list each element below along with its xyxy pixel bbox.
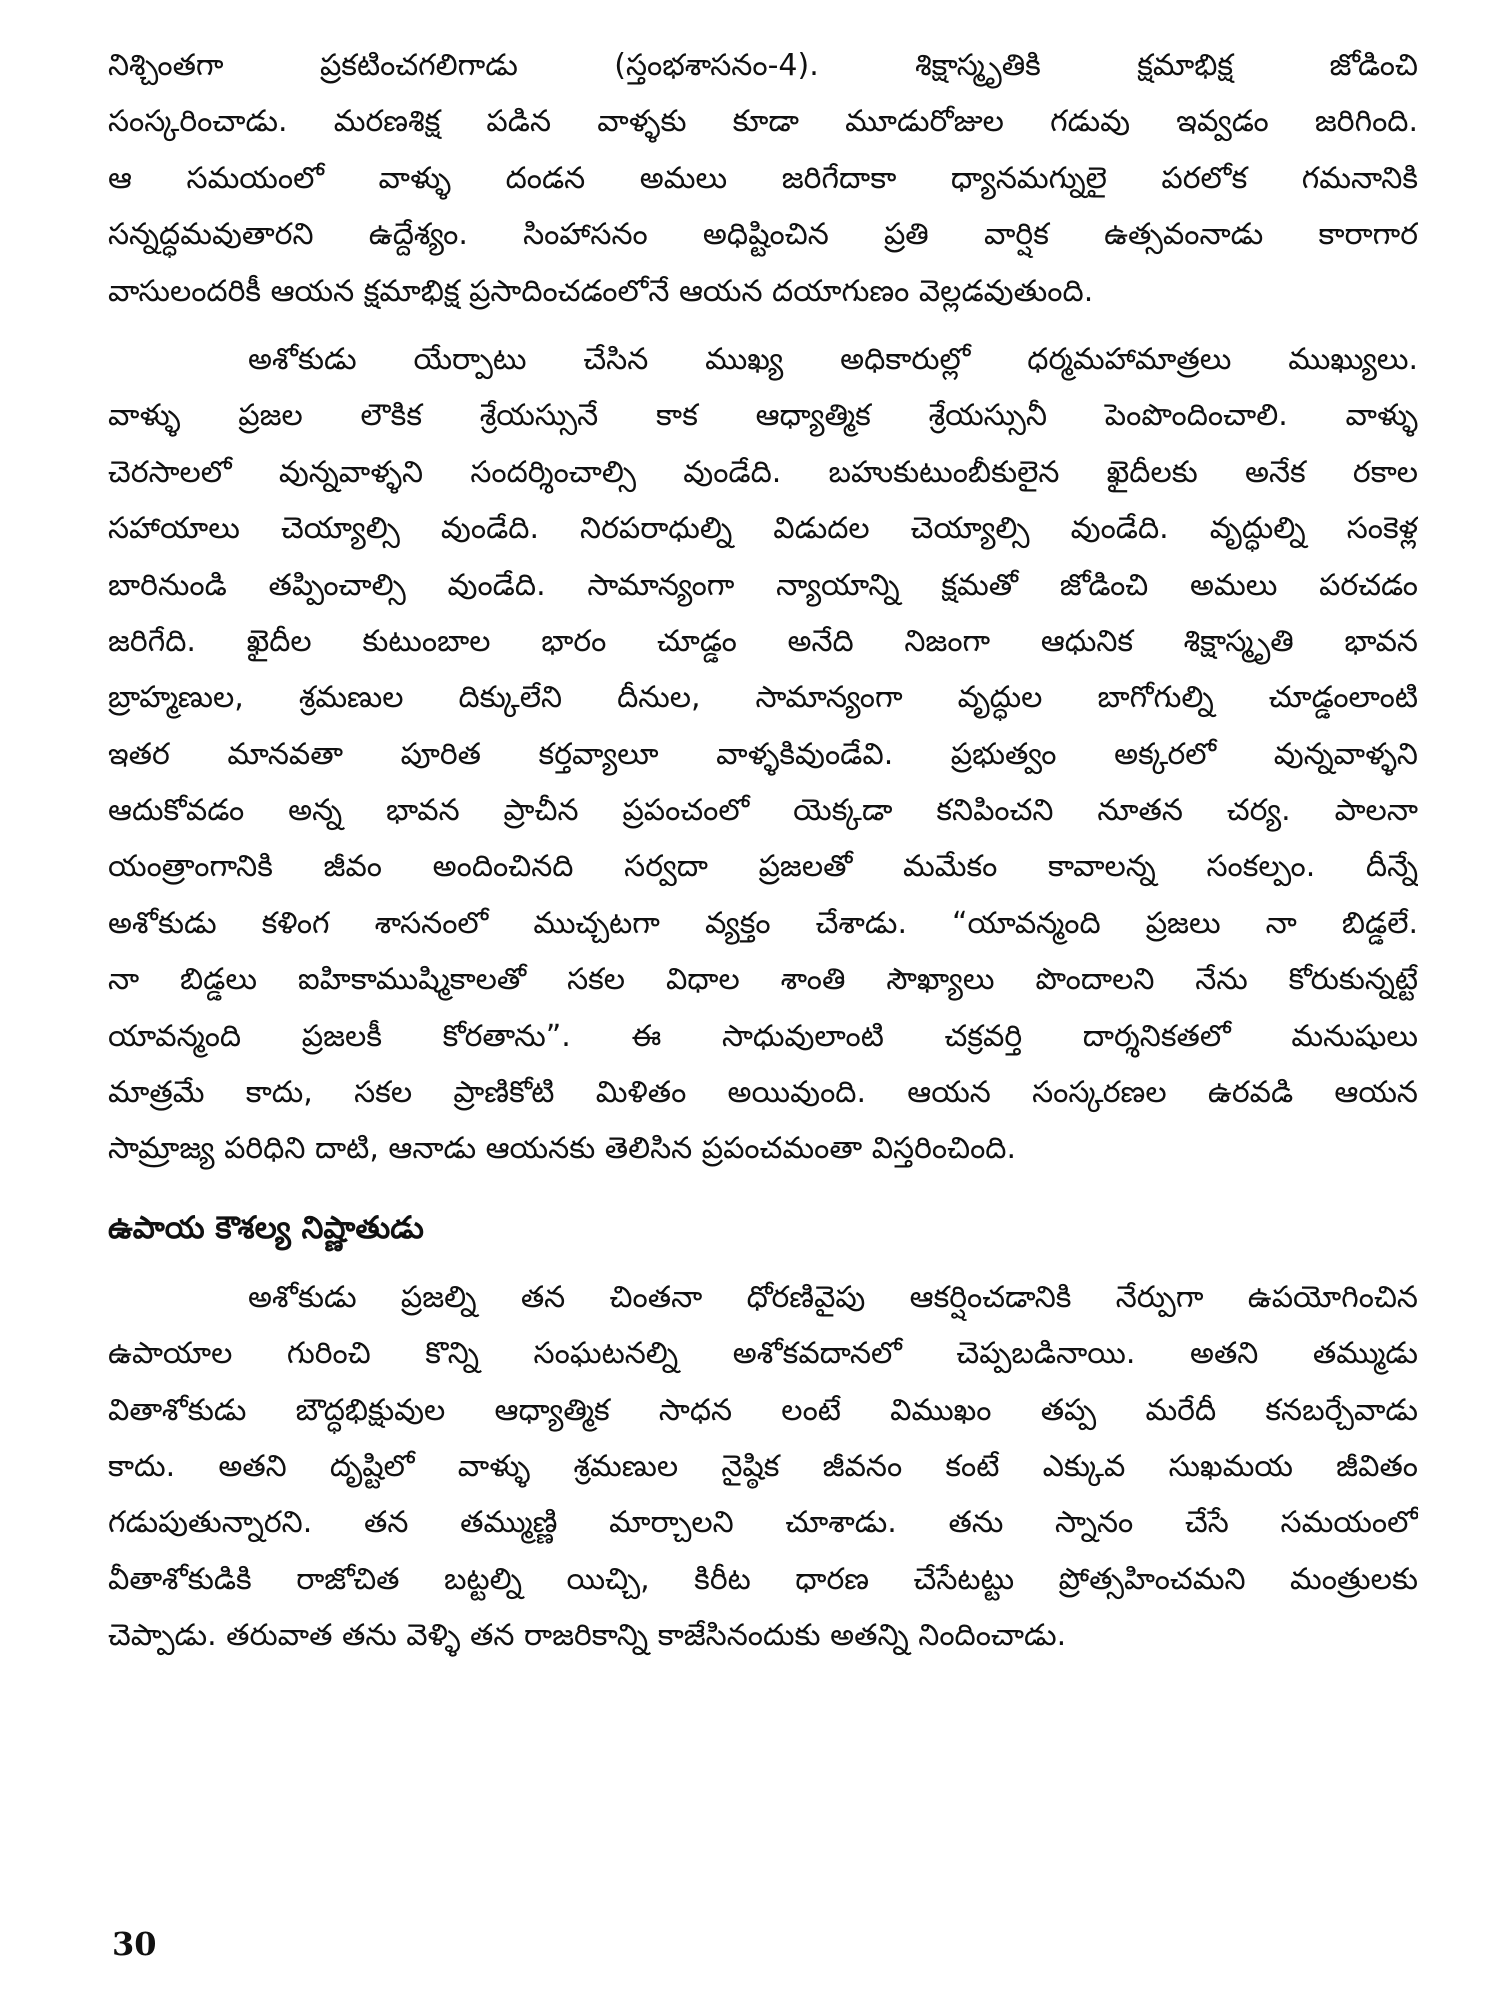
text-line: జరిగేది. ఖైదీల కుటుంబాల భారం చూడ్డం అనేది నిజంగా ఆధునిక శిక్షాస్మృతి భావన — [108, 623, 1418, 659]
text-line: గడుపుతున్నారని. తన తమ్ముణ్ణి మార్చాలని చూశాడు. తను స్నానం చేసే సమయంలో — [108, 1505, 1418, 1541]
text-line: వాసులందరికీ ఆయన క్షమాభిక్ష ప్రసాదించడంలోనే ఆయన దయాగుణం వెల్లడవుతుంది. — [108, 273, 1094, 309]
text-line: వితాశోకుడు బౌద్ధభిక్షువుల ఆధ్యాత్మిక సాధన లంటే విముఖం తప్ప మరేదీ కనబర్చేవాడు — [108, 1392, 1418, 1428]
text-line: వీతాశోకుడికి రాజోచిత బట్టల్ని యిచ్చి, కిరీట ధారణ చేసేటట్టు ప్రోత్సహించమని మంత్రులకు — [108, 1561, 1418, 1597]
text-line: కాదు. అతని దృష్టిలో వాళ్ళు శ్రమణుల నైష్ఠిక జీవనం కంటే ఎక్కువ సుఖమయ జీవితం — [108, 1448, 1418, 1484]
text-line: సామ్రాజ్య పరిధిని దాటి, ఆనాడు ఆయనకు తెలిసిన ప్రపంచమంతా విస్తరించింది. — [108, 1131, 1017, 1167]
text-line: అశోకుడు యేర్పాటు చేసిన ముఖ్య అధికారుల్లో ధర్మమహామాత్రలు ముఖ్యులు. — [248, 341, 1418, 377]
text-line: మాత్రమే కాదు, సకల ప్రాణికోటి మిళితం అయివుంది. ఆయన సంస్కరణల ఉరవడి ఆయన — [108, 1075, 1418, 1111]
text-line: చెప్పాడు. తరువాత తను వెళ్ళి తన రాజరికాన్ని కాజేసినందుకు అతన్ని నిందించాడు. — [108, 1618, 1067, 1654]
text-line: నా బిడ్డలు ఐహికాముష్మికాలతో సకల విధాల శాంతి సౌఖ్యాలు పొందాలని నేను కోరుకున్నట్టే — [108, 962, 1418, 998]
text-line: అశోకుడు కళింగ శాసనంలో ముచ్చటగా వ్యక్తం చేశాడు. “యావన్మంది ప్రజలు నా బిడ్డలే. — [108, 905, 1418, 941]
text-line: చెరసాలలో వున్నవాళ్ళని సందర్శించాల్సి వుండేది. బహుకుటుంబీకులైన ఖైదీలకు అనేక రకాల — [108, 454, 1418, 490]
text-line: సన్నద్ధమవుతారని ఉద్దేశ్యం. సింహాసనం అధిష్టించిన ప్రతి వార్షిక ఉత్సవంనాడు కారాగార — [108, 217, 1418, 253]
text-line: ఆదుకోవడం అన్న భావన ప్రాచీన ప్రపంచంలో యెక్కడా కనిపించని నూతన చర్య. పాలనా — [108, 793, 1418, 829]
paragraph-1 — [108, 38, 1418, 320]
page-number: 30 — [112, 1925, 157, 1963]
paragraph-2 — [108, 332, 1418, 1178]
text-line: ఆ సమయంలో వాళ్ళు దండన అమలు జరిగేదాకా ధ్యానమగ్నులై పరలోక గమనానికి — [108, 160, 1418, 196]
paragraph-3 — [108, 1270, 1418, 1665]
section-heading: ఉపాయ కౌశల్య నిష్ణాతుడు — [108, 1209, 424, 1246]
text-line: ఉపాయాల గురించి కొన్ని సంఘటనల్ని అశోకవదానలో చెప్పబడినాయి. అతని తమ్ముడు — [108, 1336, 1418, 1372]
text-line: సహాయాలు చెయ్యాల్సి వుండేది. నిరపరాధుల్ని విడుదల చెయ్యాల్సి వుండేది. వృద్ధుల్ని సంకెళ్ల — [108, 511, 1418, 547]
text-line: ఇతర మానవతా పూరిత కర్తవ్యాలూ వాళ్ళకివుండేవి. ప్రభుత్వం అక్కరలో వున్నవాళ్ళని — [108, 736, 1418, 772]
text-line: వాళ్ళు ప్రజల లౌకిక శ్రేయస్సునే కాక ఆధ్యాత్మిక శ్రేయస్సునీ పెంపొందించాలి. వాళ్ళు — [108, 398, 1418, 434]
text-line: అశోకుడు ప్రజల్ని తన చింతనా ధోరణివైపు ఆకర్షించడానికి నేర్పుగా ఉపయోగించిన — [248, 1279, 1418, 1315]
text-line: నిశ్చింతగా ప్రకటించగలిగాడు (స్తంభశాసనం-4). శిక్షాస్మృతికి క్షమాభిక్ష జోడించి — [108, 48, 1418, 83]
text-line: బారినుండి తప్పించాల్సి వుండేది. సామాన్యంగా న్యాయాన్ని క్షమతో జోడించి అమలు పరచడం — [108, 567, 1418, 603]
text-line: సంస్కరించాడు. మరణశిక్ష పడిన వాళ్ళకు కూడా మూడురోజుల గడువు ఇవ్వడం జరిగింది. — [108, 104, 1418, 140]
text-line: యావన్మంది ప్రజలకీ కోరతాను”. ఈ సాధువులాంటి చక్రవర్తి దార్శనికతలో మనుషులు — [108, 1018, 1418, 1054]
text-line: యంత్రాంగానికి జీవం అందించినది సర్వదా ప్రజలతో మమేకం కావాలన్న సంకల్పం. దీన్నే — [108, 849, 1418, 885]
text-line: బ్రాహ్మణుల, శ్రమణుల దిక్కులేని దీనుల, సామాన్యంగా వృద్ధుల బాగోగుల్ని చూడ్డంలాంటి — [108, 680, 1418, 716]
page-body — [108, 38, 1418, 1665]
